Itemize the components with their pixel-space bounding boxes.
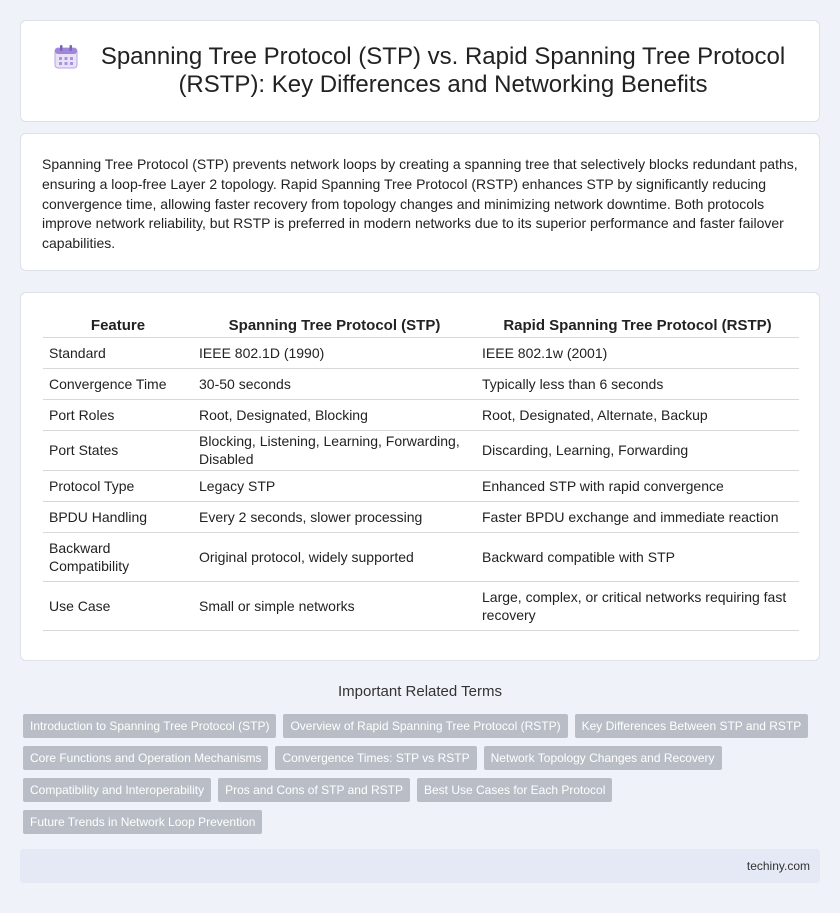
table-row bbox=[43, 532, 799, 581]
page-title: Spanning Tree Protocol (STP) vs. Rapid Spanning Tree Protocol (RSTP): Key Differences and Networking Benefits bbox=[100, 43, 786, 98]
rstp-cell: Typically less than 6 seconds bbox=[476, 368, 799, 399]
rstp-cell: Backward compatible with STP bbox=[476, 532, 799, 581]
rstp-cell: Enhanced STP with rapid convergence bbox=[476, 470, 799, 501]
related-term-chip[interactable]: Convergence Times: STP vs RSTP bbox=[275, 746, 476, 770]
table-row bbox=[43, 501, 799, 532]
rstp-cell: Discarding, Learning, Forwarding bbox=[476, 430, 799, 470]
feature-cell: Use Case bbox=[43, 581, 193, 630]
stp-cell: Small or simple networks bbox=[193, 581, 476, 630]
intro-paragraph: Spanning Tree Protocol (STP) prevents network loops by creating a spanning tree that selectively blocks redundant paths, ensuring a loop-free Layer 2 topology. Rapid Spanning Tree Protocol (RSTP) enhances STP by significantly reducing convergence time, allowing faster recovery from topology changes and minimizing network downtime. Both protocols improve network reliability, but RSTP is preferred in modern networks due to its superior performance and faster failover capabilities. bbox=[42, 156, 798, 252]
related-terms-list bbox=[23, 714, 813, 842]
related-term-chip[interactable]: Overview of Rapid Spanning Tree Protocol (RSTP) bbox=[283, 714, 567, 738]
rstp-cell: Faster BPDU exchange and immediate reaction bbox=[476, 501, 799, 532]
feature-cell: Convergence Time bbox=[43, 368, 193, 399]
feature-cell: Protocol Type bbox=[43, 470, 193, 501]
table-row bbox=[43, 368, 799, 399]
related-term-chip[interactable]: Pros and Cons of STP and RSTP bbox=[218, 778, 410, 802]
header-feature: Feature bbox=[43, 313, 193, 337]
related-term-chip[interactable]: Best Use Cases for Each Protocol bbox=[417, 778, 612, 802]
related-term-chip[interactable]: Core Functions and Operation Mechanisms bbox=[23, 746, 268, 770]
stp-cell: Legacy STP bbox=[193, 470, 476, 501]
related-term-chip[interactable]: Network Topology Changes and Recovery bbox=[484, 746, 722, 770]
related-term-chip[interactable]: Key Differences Between STP and RSTP bbox=[575, 714, 809, 738]
title-card bbox=[20, 20, 820, 122]
stp-cell: 30-50 seconds bbox=[193, 368, 476, 399]
stp-cell: Root, Designated, Blocking bbox=[193, 399, 476, 430]
feature-cell: Standard bbox=[43, 337, 193, 368]
stp-cell: Blocking, Listening, Learning, Forwarding, Disabled bbox=[193, 430, 476, 470]
intro-card bbox=[20, 133, 820, 271]
feature-cell: Port Roles bbox=[43, 399, 193, 430]
stp-cell: IEEE 802.1D (1990) bbox=[193, 337, 476, 368]
calendar-icon bbox=[52, 43, 80, 71]
feature-cell: Port States bbox=[43, 430, 193, 470]
header-stp: Spanning Tree Protocol (STP) bbox=[193, 313, 476, 337]
table-row bbox=[43, 581, 799, 630]
rstp-cell: IEEE 802.1w (2001) bbox=[476, 337, 799, 368]
comparison-table bbox=[43, 313, 799, 631]
comparison-card bbox=[20, 292, 820, 661]
footer bbox=[20, 849, 820, 883]
table-header-row bbox=[43, 313, 799, 337]
feature-cell: BPDU Handling bbox=[43, 501, 193, 532]
related-term-chip[interactable]: Compatibility and Interoperability bbox=[23, 778, 211, 802]
table-row bbox=[43, 337, 799, 368]
site-name[interactable]: techiny.com bbox=[746, 859, 810, 873]
related-term-chip[interactable]: Introduction to Spanning Tree Protocol (STP) bbox=[23, 714, 276, 738]
rstp-cell: Root, Designated, Alternate, Backup bbox=[476, 399, 799, 430]
table-row bbox=[43, 430, 799, 470]
stp-cell: Original protocol, widely supported bbox=[193, 532, 476, 581]
rstp-cell: Large, complex, or critical networks requiring fast recovery bbox=[476, 581, 799, 630]
table-row bbox=[43, 470, 799, 501]
feature-cell: Backward Compatibility bbox=[43, 532, 193, 581]
stp-cell: Every 2 seconds, slower processing bbox=[193, 501, 476, 532]
header-rstp: Rapid Spanning Tree Protocol (RSTP) bbox=[476, 313, 799, 337]
table-row bbox=[43, 399, 799, 430]
related-term-chip[interactable]: Future Trends in Network Loop Prevention bbox=[23, 810, 262, 834]
related-terms-heading: Important Related Terms bbox=[338, 683, 502, 700]
